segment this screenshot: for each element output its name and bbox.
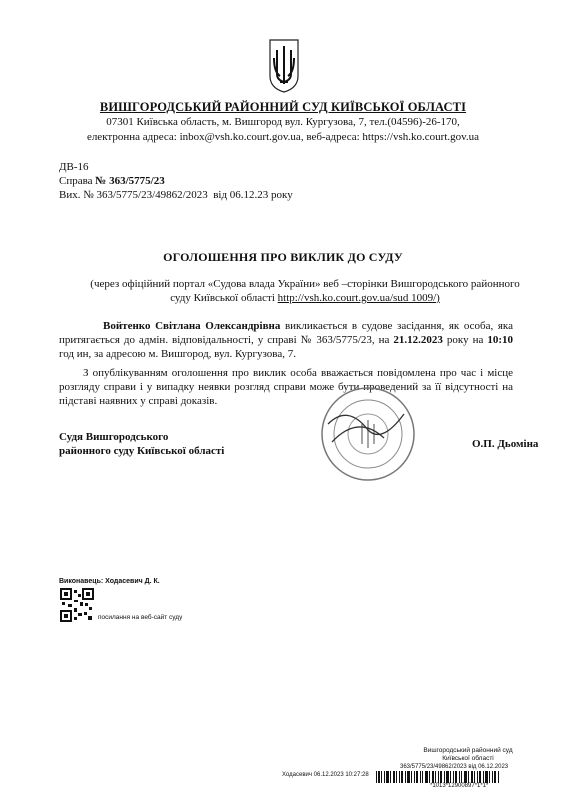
notice-title: ОГОЛОШЕННЯ ПРО ВИКЛИК ДО СУДУ	[163, 250, 403, 264]
court-site-link[interactable]: http://vsh.ko.court.gov.ua/sud 1009/)	[277, 292, 440, 304]
barcode-number: *1013*12900897*1*1*	[430, 783, 489, 789]
court-name: ВИШГОРОДСЬКИЙ РАЙОННИЙ СУД КИЇВСЬКОЇ ОБЛАСТІ	[99, 100, 467, 114]
doc-code: ДВ-16	[59, 161, 89, 173]
judge-position	[59, 430, 224, 458]
person-name: Войтенко Світлана Олександрівна	[103, 320, 281, 332]
qr-code-icon[interactable]	[60, 588, 94, 622]
barcode-icon	[376, 770, 500, 782]
notice-subtitle-line1: (через офіційний портал «Судова влада України» веб –сторінки Вишгородського районного	[90, 278, 520, 290]
outgoing-line	[59, 188, 293, 202]
printed-by: Ходасевич 06.12.2023 10:27:28	[282, 772, 369, 778]
judge-position-line1: Судя Вишгородського	[59, 431, 169, 443]
summons-text-c: год ин, за адресою м. Вишгород, вул. Кургузова, 7.	[59, 348, 296, 360]
summons-paragraph	[59, 319, 513, 361]
case-label: Справа	[59, 175, 93, 187]
hearing-date: 21.12.2023	[393, 334, 443, 346]
stamp-court-line1: Вишгородський районний суд	[423, 747, 513, 754]
notice-subtitle-line2	[90, 292, 520, 304]
court-address: 07301 Київська область, м. Вишгород вул. Кургузова, 7, тел.(04596)-26-170,	[106, 116, 460, 128]
summons-text-a: викликається в судове засідання, як особа, яка притягається до адмін. відповідальності, у справі № 363/5775/23, на	[59, 320, 513, 346]
judge-name: О.П. Дьоміна	[472, 438, 539, 450]
summons-text-b: року на	[442, 334, 488, 346]
stamp-court	[418, 747, 518, 763]
outgoing-date: від 06.12.23 року	[213, 189, 293, 201]
qr-code-label: посилання на веб-сайт суду	[98, 614, 183, 621]
hearing-time: 10:10	[487, 334, 513, 346]
outgoing-number: Вих. № 363/5775/23/49862/2023	[59, 189, 208, 201]
court-contacts: електронна адреса: inbox@vsh.ko.court.gov.ua, веб-адреса: https://vsh.ko.court.gov.ua	[86, 131, 480, 143]
court-seal-icon	[318, 384, 418, 484]
case-line	[59, 174, 165, 188]
stamp-reference: 363/5775/23/49862/2023 від 06.12.2023	[400, 764, 509, 770]
coat-of-arms-icon	[268, 38, 300, 94]
executor: Виконавець: Ходасевич Д. К.	[59, 578, 160, 585]
case-number: № 363/5775/23	[95, 175, 165, 187]
notice-subtitle-prefix: суду Київської області	[170, 292, 278, 304]
notice-paragraph: З опублікуванням оголошення про виклик особа вважається повідомлена про час і місце розгляду справи і у випадку неявки розгляд справи може бути проведений за її відсутності на підставі наявних у справі доказів.	[59, 367, 513, 407]
stamp-court-line2: Київської області	[442, 755, 494, 762]
judge-position-line2: районного суду Київської області	[59, 445, 225, 457]
